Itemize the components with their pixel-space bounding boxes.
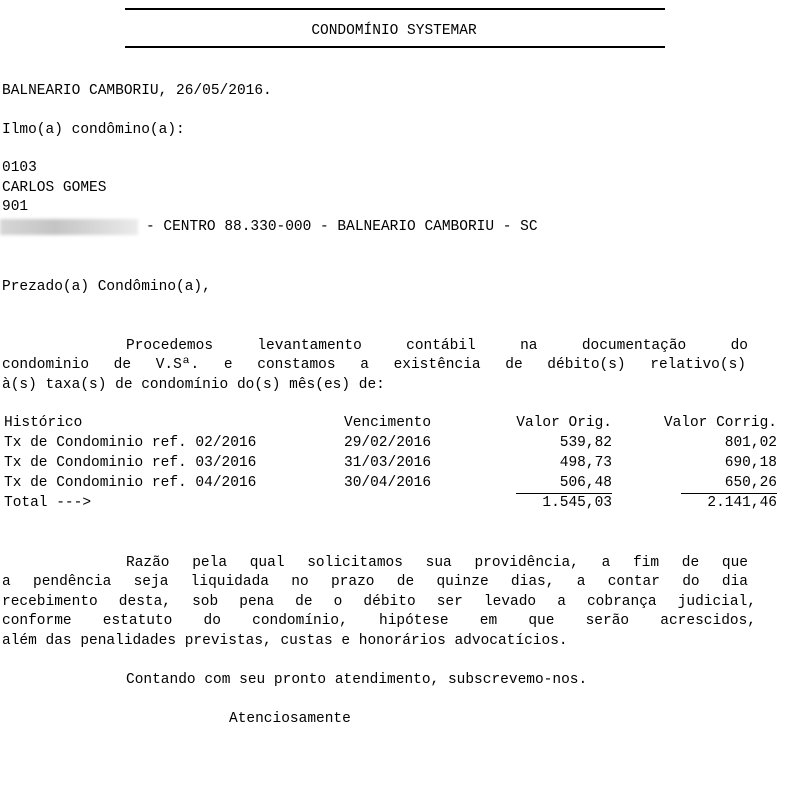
row-historico: Tx de Condominio ref. 04/2016 [4, 475, 257, 491]
owner-name: CARLOS GOMES [2, 180, 107, 196]
place-date: BALNEARIO CAMBORIU, 26/05/2016. [2, 83, 272, 99]
col-header-vencimento: Vencimento [344, 415, 432, 431]
unit-code: 0103 [2, 160, 37, 176]
row-valor-corrig: 690,18 [724, 455, 777, 471]
para1-line3: à(s) taxa(s) de condomínio do(s) mês(es) de: [2, 377, 385, 393]
para2-line5: além das penalidades previstas, custas e honorários advocatícios. [2, 633, 568, 649]
signoff: Atenciosamente [229, 711, 351, 727]
row-valor-orig: 498,73 [559, 455, 612, 471]
header-rule-bottom [125, 46, 665, 48]
para1-line1: Procedemos levantamento contábil na documentação do [126, 338, 748, 354]
para2-line1: Razão pela qual solicitamos sua providência, a fim de que [126, 555, 748, 571]
address-rest: - CENTRO 88.330-000 - BALNEARIO CAMBORIU - SC [146, 219, 538, 235]
row-vencimento: 29/02/2016 [344, 435, 432, 451]
apartment-number: 901 [2, 199, 29, 215]
addressee-intro: Ilmo(a) condômino(a): [2, 122, 185, 138]
total-valor-corrig: 2.141,46 [707, 495, 777, 511]
total-valor-orig: 1.545,03 [542, 495, 612, 511]
row-vencimento: 31/03/2016 [344, 455, 432, 471]
header-rule-top [125, 8, 665, 10]
row-historico: Tx de Condominio ref. 03/2016 [4, 455, 257, 471]
col-header-historico: Histórico [4, 415, 83, 431]
letter-title: CONDOMÍNIO SYSTEMAR [311, 23, 477, 39]
salutation: Prezado(a) Condômino(a), [2, 279, 211, 295]
closing-line: Contando com seu pronto atendimento, subscrevemo-nos. [126, 672, 588, 688]
col-header-valor-orig: Valor Orig. [516, 415, 612, 431]
total-label: Total ---> [4, 495, 92, 511]
para2-line3: recebimento desta, sob pena de o débito ser levado a cobrança judicial, [2, 594, 756, 610]
row-vencimento: 30/04/2016 [344, 475, 432, 491]
para1-line2: condominio de V.Sª. e constamos a existência de débito(s) relativo(s) [2, 357, 746, 373]
col-header-valor-corrig: Valor Corrig. [663, 415, 777, 431]
redacted-street [0, 219, 138, 235]
para2-line2: a pendência seja liquidada no prazo de quinze dias, a contar do dia [2, 574, 748, 590]
row-valor-orig: 539,82 [559, 435, 612, 451]
row-valor-corrig: 650,26 [724, 475, 777, 491]
para2-line4: conforme estatuto do condomínio, hipótese em que serão acrescidos, [2, 613, 756, 629]
row-valor-corrig: 801,02 [724, 435, 777, 451]
row-valor-orig: 506,48 [559, 475, 612, 491]
row-historico: Tx de Condominio ref. 02/2016 [4, 435, 257, 451]
